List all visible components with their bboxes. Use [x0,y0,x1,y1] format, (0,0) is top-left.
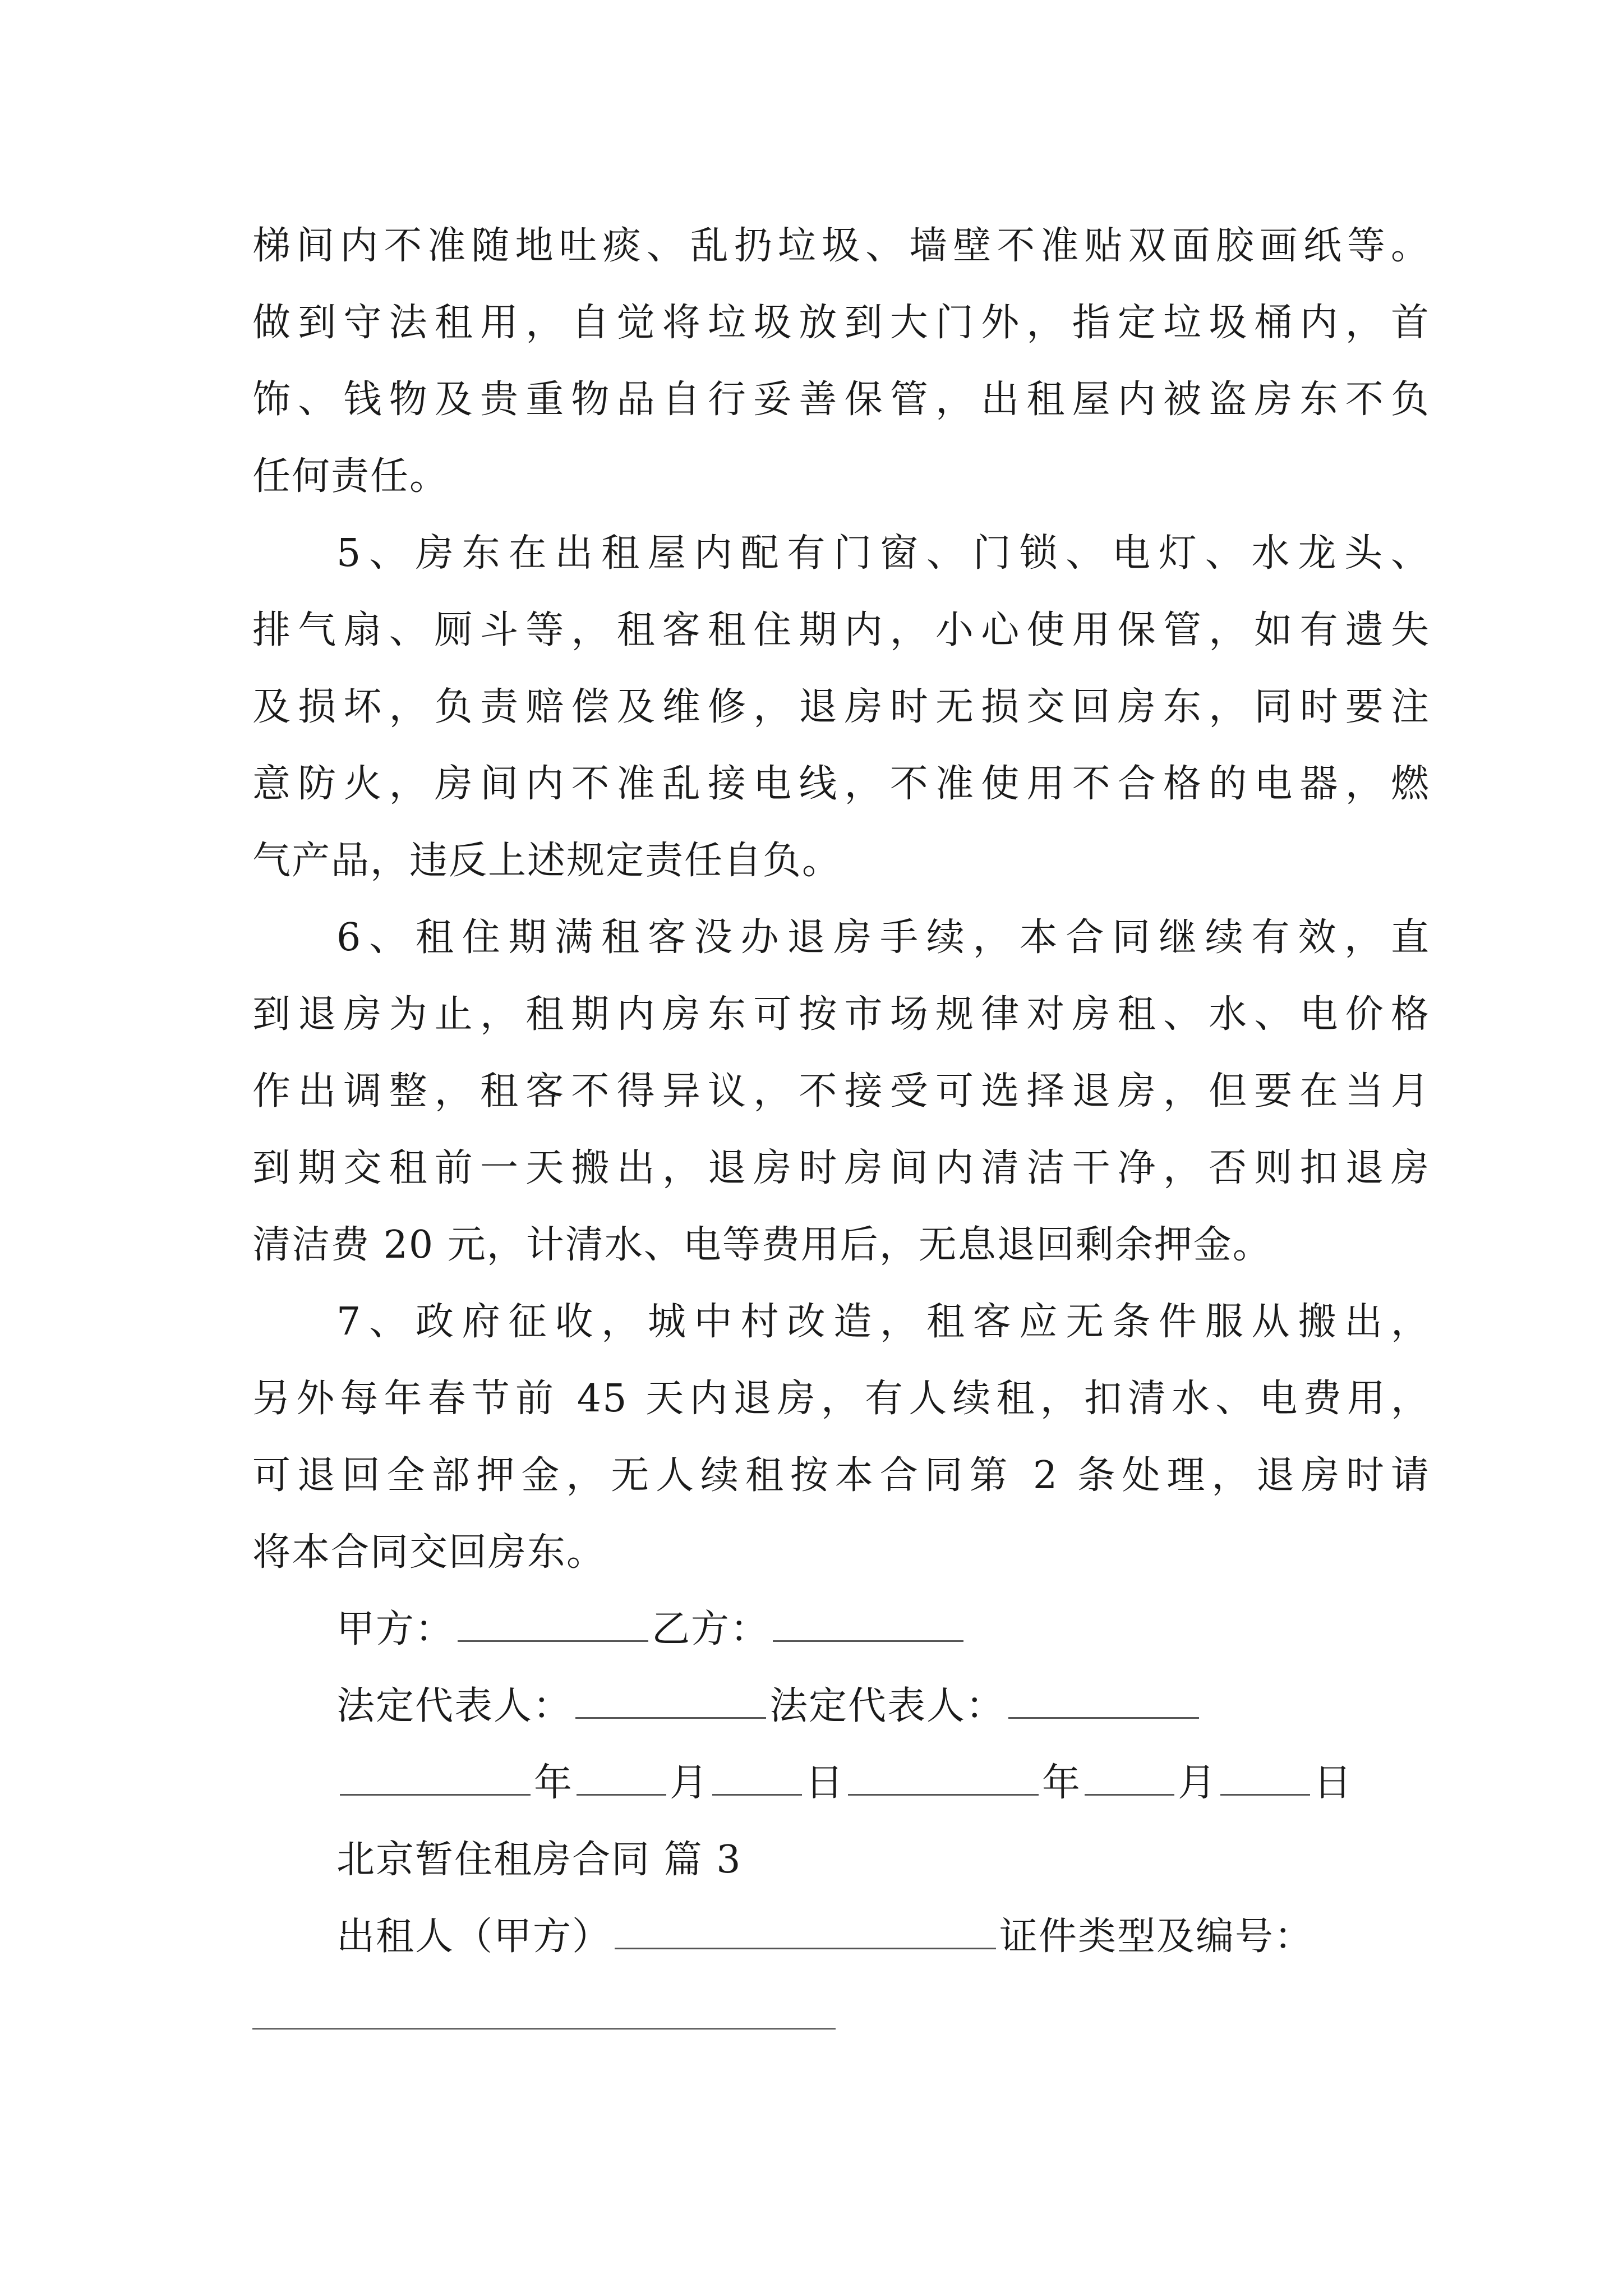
text-line: 6、租住期满租客没办退房手续，本合同继续有效，直 [336,915,1430,960]
lessor-row [252,1898,1430,1975]
text-line: 做到守法租用，自觉将垃圾放到大门外，指定垃圾桶内，首 [252,301,1430,345]
id-type-label: 证件类型及编号： [999,1915,1314,1959]
paragraph-1 [252,208,1430,515]
party-b-label: 乙方： [652,1607,770,1651]
document-body [252,208,1430,1975]
rep-a-blank[interactable] [575,1682,766,1719]
rep-a-label: 法定代表人： [336,1684,573,1728]
text-line: 到期交租前一天搬出，退房时房间内清洁干净，否则扣退房 [252,1146,1430,1190]
text-line: 任何责任。 [252,454,449,499]
date-b-year-blank[interactable] [848,1759,1039,1796]
text-line: 另外每年春节前 45 天内退房，有人续租，扣清水、电费用， [252,1377,1430,1421]
party-b-blank[interactable] [773,1605,963,1642]
date-a-month-blank[interactable] [577,1759,666,1796]
text-line: 5、房东在出租屋内配有门窗、门锁、电灯、水龙头、 [336,531,1430,576]
paragraph-5 [252,515,1430,899]
text-line: 饰、钱物及贵重物品自行妥善保管，出租屋内被盗房东不负 [252,378,1430,422]
text-line: 排气扇、厕斗等，租客租住期内，小心使用保管，如有遗失 [252,608,1430,652]
text-line: 到退房为止，租期内房东可按市场规律对房租、水、电价格 [252,992,1430,1037]
month-label: 月 [1178,1761,1218,1805]
continuation-blank-line[interactable] [252,2028,836,2030]
date-b-month-blank[interactable] [1085,1759,1174,1796]
party-a-blank[interactable] [458,1605,648,1642]
month-label: 月 [670,1761,709,1805]
date-b-day-blank[interactable] [1220,1759,1310,1796]
signature-representatives-row [252,1668,1430,1745]
text-line: 将本合同交回房东。 [252,1530,606,1575]
text-line: 作出调整，租客不得异议，不接受可选择退房，但要在当月 [252,1069,1430,1114]
day-label: 日 [1313,1761,1353,1805]
paragraph-7 [252,1283,1430,1591]
text-line: 梯间内不准随地吐痰、乱扔垃圾、墙壁不准贴双面胶画纸等。 [252,224,1430,268]
text-line: 清洁费 20 元，计清水、电等费用后，无息退回剩余押金。 [252,1223,1272,1267]
lessor-label: 出租人（甲方） [336,1915,612,1959]
party-a-label: 甲方： [336,1607,455,1651]
text-line: 7、政府征收，城中村改造，租客应无条件服从搬出， [336,1300,1430,1344]
text-line: 可退回全部押金，无人续租按本合同第 2 条处理，退房时请 [252,1453,1430,1498]
year-label: 年 [1042,1761,1082,1805]
section-title: 北京暂住租房合同 篇 3 [336,1838,742,1882]
text-line: 气产品，违反上述规定责任自负。 [252,839,842,883]
signature-parties-row [252,1591,1430,1668]
text-line: 意防火，房间内不准乱接电线，不准使用不合格的电器，燃 [252,762,1430,806]
date-a-day-blank[interactable] [712,1759,802,1796]
rep-b-blank[interactable] [1008,1682,1199,1719]
day-label: 日 [805,1761,845,1805]
date-a-year-blank[interactable] [340,1759,531,1796]
rep-b-label: 法定代表人： [769,1684,1006,1728]
lessor-blank[interactable] [615,1913,996,1949]
year-label: 年 [534,1761,574,1805]
paragraph-6 [252,899,1430,1283]
signature-dates-row [252,1745,1430,1821]
text-line: 及损坏，负责赔偿及维修，退房时无损交回房东，同时要注 [252,685,1430,729]
